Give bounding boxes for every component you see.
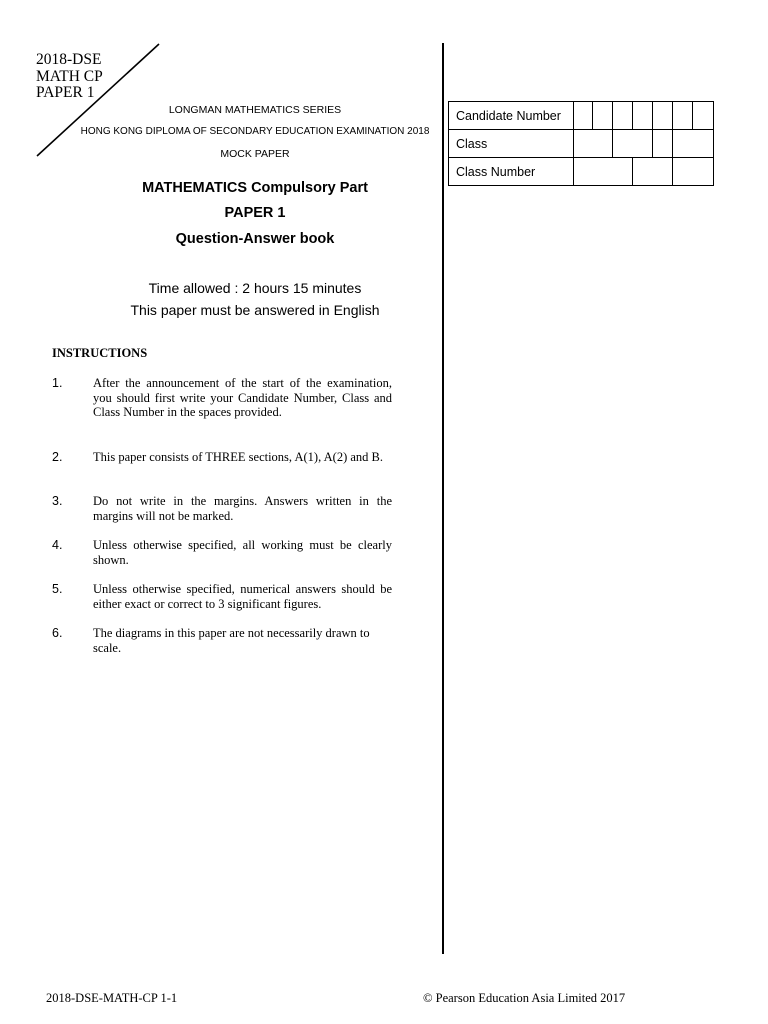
footer-copyright: © Pearson Education Asia Limited 2017 — [423, 991, 626, 1005]
paper-title: PAPER 1 — [224, 205, 286, 221]
subject-title: MATHEMATICS Compulsory Part — [142, 180, 368, 196]
instruction-item — [52, 450, 392, 465]
class-box[interactable] — [574, 130, 613, 158]
paper-code-line-2: MATH CP — [36, 67, 103, 85]
instruction-number: 5. — [52, 582, 63, 596]
instruction-text: This paper consists of THREE sections, A(1), A(2) and B. — [93, 450, 384, 464]
paper-code-corner — [36, 52, 103, 102]
candidate-info-table — [448, 101, 714, 186]
instruction-number: 2. — [52, 450, 63, 464]
instruction-item — [52, 538, 392, 567]
candidate-number-box[interactable] — [673, 102, 693, 130]
instructions-heading: INSTRUCTIONS — [52, 346, 148, 360]
paper-code-line-1: 2018-DSE — [36, 51, 102, 68]
candidate-number-box[interactable] — [613, 102, 633, 130]
class-box[interactable] — [653, 130, 673, 158]
instruction-text: The diagrams in this paper are not necessarily drawn to scale. — [93, 626, 370, 655]
instruction-number: 3. — [52, 494, 63, 508]
class-number-label: Class Number — [449, 158, 574, 186]
candidate-number-box[interactable] — [693, 102, 714, 130]
candidate-number-row — [449, 102, 714, 130]
class-label: Class — [449, 130, 574, 158]
paper-type: MOCK PAPER — [220, 148, 290, 160]
instruction-number: 1. — [52, 376, 63, 390]
instruction-text: After the announcement of the start of the examination, you should first write your Candidate Number, Class and Class Number in the spaces provided. — [93, 376, 392, 420]
time-allowed: Time allowed : 2 hours 15 minutes — [148, 280, 362, 296]
instruction-item — [52, 494, 392, 523]
class-number-box[interactable] — [673, 158, 714, 186]
series-name: LONGMAN MATHEMATICS SERIES — [168, 104, 342, 116]
class-box[interactable] — [613, 130, 653, 158]
instruction-text: Do not write in the margins. Answers written in the margins will not be marked. — [93, 494, 392, 523]
candidate-number-box[interactable] — [653, 102, 673, 130]
paper-code-line-3: PAPER 1 — [36, 84, 95, 101]
candidate-number-box[interactable] — [633, 102, 653, 130]
instruction-number: 6. — [52, 626, 63, 640]
instruction-item — [52, 582, 392, 611]
instruction-text: Unless otherwise specified, numerical answers should be either exact or correct to 3 significant figures. — [93, 582, 392, 611]
instruction-item — [52, 626, 382, 655]
footer-paper-code: 2018-DSE-MATH-CP 1-1 — [46, 991, 178, 1005]
language-note: This paper must be answered in English — [130, 302, 380, 318]
instruction-text: Unless otherwise specified, all working must be clearly shown. — [93, 538, 392, 567]
class-row — [449, 130, 714, 158]
class-box[interactable] — [673, 130, 714, 158]
vertical-divider — [442, 43, 444, 954]
candidate-number-label: Candidate Number — [449, 102, 574, 130]
class-number-row — [449, 158, 714, 186]
instruction-number: 4. — [52, 538, 63, 552]
book-title: Question-Answer book — [175, 231, 335, 247]
candidate-number-box[interactable] — [593, 102, 613, 130]
candidate-number-box[interactable] — [574, 102, 593, 130]
class-number-box[interactable] — [574, 158, 633, 186]
exam-name: HONG KONG DIPLOMA OF SECONDARY EDUCATION EXAMINATION 2018 — [80, 126, 430, 137]
class-number-box[interactable] — [633, 158, 673, 186]
instruction-item — [52, 376, 392, 420]
